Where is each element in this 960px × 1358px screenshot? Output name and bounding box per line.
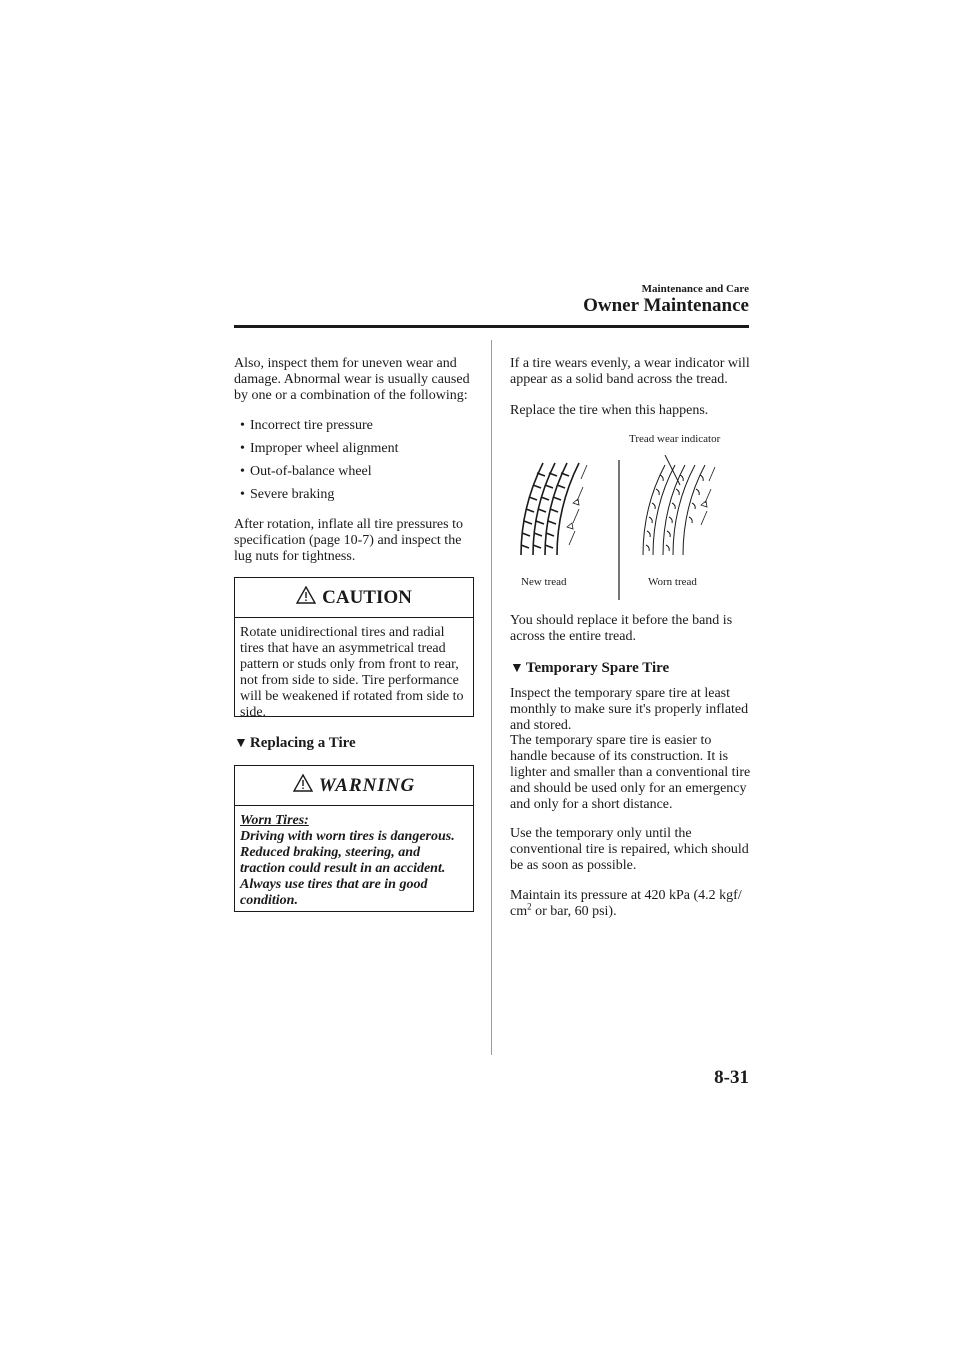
pressure-paragraph bbox=[510, 888, 752, 920]
heading-triangle-icon: ▼ bbox=[510, 660, 524, 676]
warning-header bbox=[235, 766, 473, 806]
warning-text: Driving with worn tires is dangerous. Reduced braking, steering, and traction could result in an accident. Always use tires that are in good condition. bbox=[240, 829, 455, 908]
caution-header bbox=[235, 578, 473, 618]
list-item: • Incorrect tire pressure bbox=[234, 418, 474, 441]
after-rotation-paragraph: After rotation, inflate all tire pressures to specification (page 10-7) and inspect the lug nuts for tightness. bbox=[234, 517, 463, 564]
pressure-text-end: or bar, 60 psi). bbox=[531, 904, 617, 919]
spare-paragraph-2: The temporary spare tire is easier to handle because of its construction. It is lighter and smaller than a conventional tire and should be used only for an emergency and only for a short distance. bbox=[510, 733, 751, 812]
new-tread-label: New tread bbox=[521, 576, 567, 588]
warning-triangle-icon bbox=[293, 774, 313, 798]
tread-wear-indicator-label: Tread wear indicator bbox=[629, 433, 721, 445]
wear-indicator-paragraph: If a tire wears evenly, a wear indicator will appear as a solid band across the tread. bbox=[510, 356, 750, 387]
list-item: • Severe braking bbox=[234, 487, 474, 510]
tread-wear-figure bbox=[515, 455, 735, 605]
spare-paragraph-3: Use the temporary only until the conventional tire is repaired, which should be as soon as possible. bbox=[510, 826, 749, 873]
heading-triangle-icon: ▼ bbox=[234, 735, 248, 751]
warning-title: WARNING bbox=[318, 774, 416, 796]
cause-list bbox=[234, 418, 474, 510]
pressure-superscript: 2 bbox=[527, 901, 532, 912]
warning-body bbox=[235, 806, 473, 915]
warning-box bbox=[234, 765, 474, 912]
replacing-tire-heading bbox=[234, 735, 356, 752]
replacing-tire-heading-text: Replacing a Tire bbox=[249, 735, 356, 751]
temporary-spare-heading-text: Temporary Spare Tire bbox=[525, 660, 670, 676]
section-label: Maintenance and Care bbox=[641, 283, 749, 295]
header-rule bbox=[234, 325, 749, 328]
warning-triangle-icon bbox=[296, 586, 316, 610]
intro-paragraph: Also, inspect them for uneven wear and damage. Abnormal wear is usually caused by one or a combination of the following: bbox=[234, 356, 470, 403]
temporary-spare-heading bbox=[510, 660, 669, 677]
section-title: Owner Maintenance bbox=[583, 295, 749, 316]
caution-body: Rotate unidirectional tires and radial tires that have an asymmetrical tread pattern or studs only from front to rear, not from side to side. Tire performance will be weakened if rotated from side to side. bbox=[240, 625, 464, 720]
caution-title: CAUTION bbox=[322, 586, 412, 608]
worn-tread-label: Worn tread bbox=[648, 576, 697, 588]
page-number: 8-31 bbox=[714, 1067, 749, 1088]
caution-box bbox=[234, 577, 474, 720]
column-divider bbox=[491, 340, 492, 1055]
list-item: • Improper wheel alignment bbox=[234, 441, 474, 464]
band-paragraph: You should replace it before the band is across the entire tread. bbox=[510, 613, 733, 644]
warning-subtitle: Worn Tires: bbox=[240, 813, 309, 828]
pressure-text: Maintain its pressure at 420 kPa (4.2 kgf/ cm bbox=[510, 888, 742, 919]
replace-line: Replace the tire when this happens. bbox=[510, 403, 709, 418]
spare-paragraph-1: Inspect the temporary spare tire at least monthly to make sure it's properly inflated and stored. bbox=[510, 686, 749, 733]
list-item: • Out-of-balance wheel bbox=[234, 464, 474, 487]
